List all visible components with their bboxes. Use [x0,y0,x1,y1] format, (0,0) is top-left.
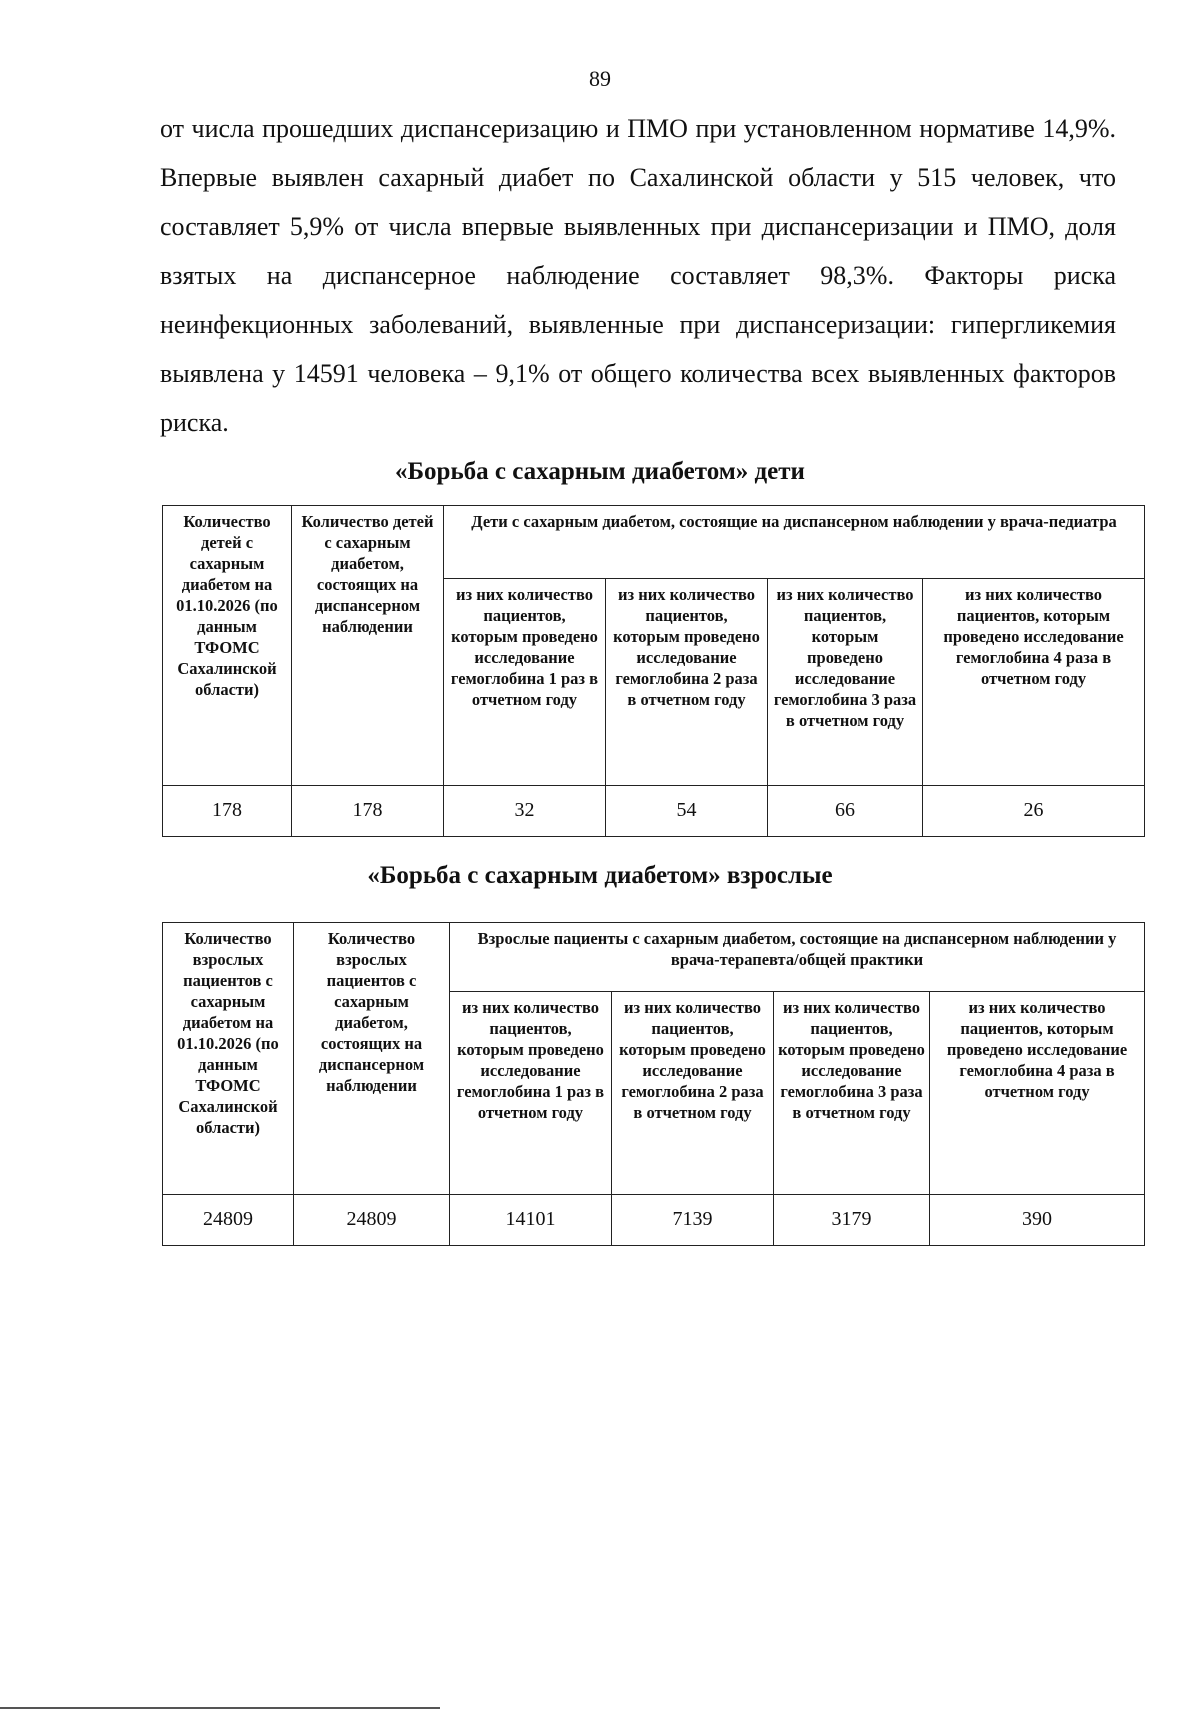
kids-header-row [163,506,1145,579]
kids-value-hb-3: 66 [768,786,923,837]
page-number: 89 [589,66,611,91]
adults-value-hb-4: 390 [930,1195,1145,1246]
kids-header-hb-4: из них количество пациентов, которым проведено исследование гемоглобина 4 раза в отчетном году [923,579,1145,786]
adults-value-hb-3: 3179 [774,1195,930,1246]
kids-value-row [163,786,1145,837]
kids-header-observed: Количество детей с сахарным диабетом, состоящих на диспансерном наблюдении [292,506,444,786]
kids-header-total: Количество детей с сахарным диабетом на 01.10.2026 (по данным ТФОМС Сахалинской области) [163,506,292,786]
adults-header-hb-4: из них количество пациентов, которым проведено исследование гемоглобина 4 раза в отчетном году [930,992,1145,1195]
adults-value-observed: 24809 [294,1195,450,1246]
adults-header-group: Взрослые пациенты с сахарным диабетом, состоящие на диспансерном наблюдении у врача-терапевта/общей практики [450,923,1145,992]
adults-value-hb-1: 14101 [450,1195,612,1246]
adults-diabetes-table [162,922,1145,1246]
adults-header-observed: Количество взрослых пациентов с сахарным диабетом, состоящих на диспансерном наблюдении [294,923,450,1195]
adults-header-hb-1: из них количество пациентов, которым проведено исследование гемоглобина 1 раз в отчетном году [450,992,612,1195]
kids-value-hb-2: 54 [606,786,768,837]
adults-header-hb-3: из них количество пациентов, которым проведено исследование гемоглобина 3 раза в отчетном году [774,992,930,1195]
kids-value-observed: 178 [292,786,444,837]
adults-value-row [163,1195,1145,1246]
kids-value-hb-1: 32 [444,786,606,837]
body-paragraph: от числа прошедших диспансеризацию и ПМО при установленном нормативе 14,9%. Впервые выявлен сахарный диабет по Сахалинской области у 515 человек, что составляет 5,9% от числа впервые выявленных при диспансеризации и ПМО, доля взятых на диспансерное наблюдение составляет 98,3%. Факторы риска неинфекционных заболеваний, выявленные при диспансеризации: гипергликемия выявлена у 14591 человека – 9,1% от общего количества всех выявленных факторов риска. [160,114,1116,437]
kids-header-hb-3: из них количество пациентов, которым проведено исследование гемоглобина 3 раза в отчетном году [768,579,923,786]
kids-header-hb-1: из них количество пациентов, которым проведено исследование гемоглобина 1 раз в отчетном году [444,579,606,786]
kids-header-group: Дети с сахарным диабетом, состоящие на диспансерном наблюдении у врача-педиатра [444,506,1145,579]
adults-header-total: Количество взрослых пациентов с сахарным диабетом на 01.10.2026 (по данным ТФОМС Сахалинской области) [163,923,294,1195]
adults-table-title: «Борьба с сахарным диабетом» взрослые [367,862,833,889]
kids-value-hb-4: 26 [923,786,1145,837]
adults-header-hb-2: из них количество пациентов, которым проведено исследование гемоглобина 2 раза в отчетном году [612,992,774,1195]
kids-diabetes-table [162,505,1145,837]
adults-value-total: 24809 [163,1195,294,1246]
kids-value-total: 178 [163,786,292,837]
kids-table-title: «Борьба с сахарным диабетом» дети [395,458,805,485]
kids-header-hb-2: из них количество пациентов, которым проведено исследование гемоглобина 2 раза в отчетном году [606,579,768,786]
adults-header-row [163,923,1145,992]
footer-divider [0,1707,440,1709]
adults-value-hb-2: 7139 [612,1195,774,1246]
